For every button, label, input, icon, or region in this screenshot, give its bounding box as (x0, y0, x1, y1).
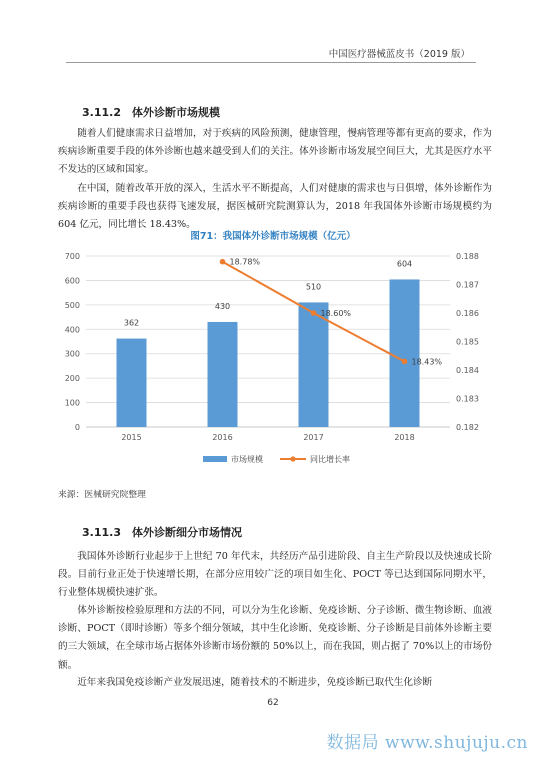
chart-title: 图71：我国体外诊断市场规模（亿元） (190, 231, 356, 242)
y-left-tick-label: 400 (64, 325, 80, 335)
watermark: 数据局 www.shujuju.cn (326, 733, 528, 753)
x-tick-label: 2018 (394, 433, 415, 442)
y-right-tick-label: 0.188 (456, 252, 479, 261)
bar-data-label: 510 (305, 282, 322, 292)
y-left-tick-label: 0 (74, 423, 80, 432)
y-right-tick-label: 0.187 (456, 280, 479, 290)
y-right-tick-label: 0.183 (456, 394, 479, 404)
y-right-tick-label: 0.184 (456, 366, 479, 375)
y-left-tick-label: 700 (64, 252, 80, 261)
bar-data-label: 430 (214, 301, 231, 311)
paragraph-2: 在中国，随着改革开放的深入，生活水平不断提高，人们对健康的需求也与日俱增，体外诊断作为疾病诊断的重要手段也获得飞速发展，据医械研究院测算认为，2018 年我国体外诊断市场规模约为 604 亿元，同比增长 18.43%。 (58, 183, 492, 231)
section-title-segments: 3.11.3 体外诊断细分市场情况 (82, 526, 242, 539)
legend-swatch-marker (290, 456, 295, 461)
x-tick-label: 2015 (121, 433, 142, 442)
y-left-tick-label: 300 (64, 349, 80, 359)
bar (208, 322, 238, 427)
legend-label-market-size: 市场规模 (231, 455, 263, 464)
legend-label-growth-rate: 同比增长率 (310, 455, 350, 464)
header-divider (66, 62, 476, 63)
bar (117, 339, 147, 427)
y-left-tick-label: 600 (64, 276, 80, 286)
x-tick-label: 2016 (212, 433, 233, 442)
y-right-tick-label: 0.182 (456, 423, 479, 432)
figure-source: 来源：医械研究院整理 (58, 490, 146, 500)
paragraph-4: 体外诊断按检验原理和方法的不同，可以分为生化诊断、免疫诊断、分子诊断、微生物诊断、血液诊断、POCT（即时诊断）等多个细分领域，其中生化诊断、免疫诊断、分子诊断是目前体外诊断主要的三大领域，在全球市场占据体外诊断市场份额的 50%以上，而在我国，则占据了 70%以上的市场份额。 (58, 605, 492, 671)
line-data-label: 18.78% (229, 257, 261, 267)
bar (390, 279, 420, 427)
paragraph-3: 我国体外诊断行业起步于上世纪 70 年代末，共经历产品引进阶段、自主生产阶段以及快速成长阶段。目前行业正处于快速增长期，在部分应用较广泛的项目如生化、POCT 等已达到国际同期水平，行业整体规模快速扩张。 (58, 551, 492, 599)
market-size-chart (58, 244, 488, 474)
bar-data-label: 604 (396, 259, 413, 269)
growth-rate-point (402, 359, 408, 365)
line-data-label: 18.60% (320, 309, 352, 318)
running-header: 中国医疗器械蓝皮书（2019 版） (328, 49, 470, 60)
paragraph-1: 随着人们健康需求日益增加，对于疾病的风险预测，健康管理，慢病管理等都有更高的要求，作为疾病诊断重要手段的体外诊断也越来越受到人们的关注。体外诊断市场发展空间巨大，尤其是医疗水平不发达的区域和国家。 (58, 128, 492, 176)
legend-swatch-bar (203, 456, 227, 462)
x-tick-label: 2017 (303, 433, 324, 442)
bar-data-label: 362 (123, 318, 140, 328)
y-left-tick-label: 500 (64, 300, 80, 310)
y-right-tick-label: 0.185 (456, 337, 479, 347)
bar (299, 302, 329, 427)
y-left-tick-label: 100 (64, 398, 80, 408)
growth-rate-point (220, 259, 226, 265)
y-left-tick-label: 200 (64, 374, 80, 384)
line-data-label: 18.43% (411, 357, 443, 367)
growth-rate-point (311, 310, 317, 316)
page-number: 62 (267, 698, 279, 708)
section-title-market-size: 3.11.2 体外诊断市场规模 (82, 106, 220, 119)
paragraph-5: 近年来我国免疫诊断产业发展迅速，随着技术的不断进步，免疫诊断已取代生化诊断 (77, 677, 433, 688)
y-right-tick-label: 0.186 (456, 309, 479, 318)
